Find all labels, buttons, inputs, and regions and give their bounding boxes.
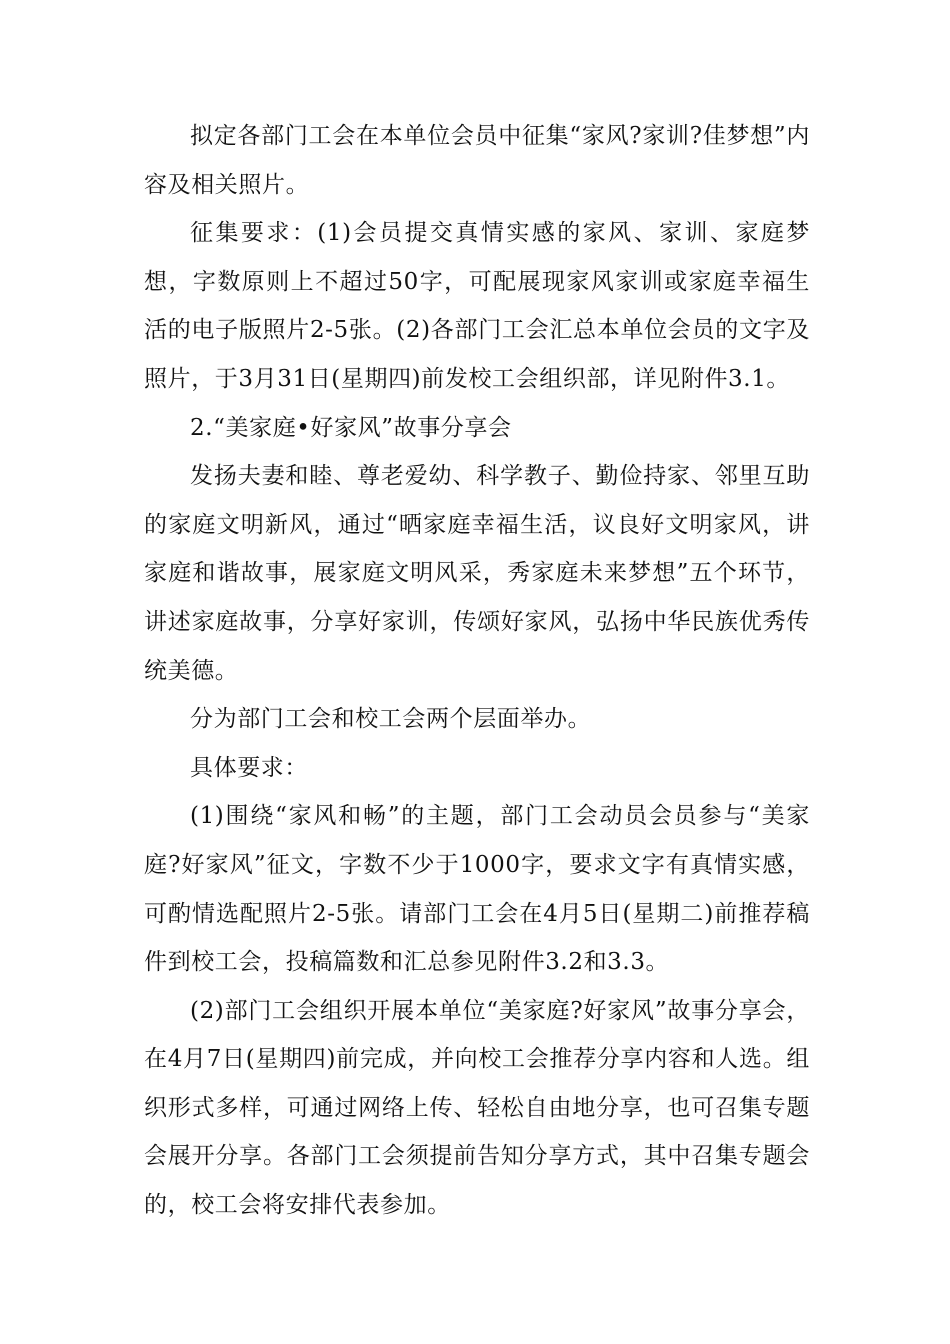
paragraph-requirement-1: (1)围绕“家风和畅”的主题，部门工会动员会员参与“美家庭?好家风”征文，字数不少于1000字，要求文字有真情实感，可酌情选配照片2-5张。请部门工会在4月5日(星期二)前推荐稿件到校工会，投稿篇数和汇总参见附件3.2和3.3。 [144, 803, 810, 976]
paragraph-collection-intro: 拟定各部门工会在本单位会员中征集“家风?家训?佳梦想”内容及相关照片。 [144, 123, 810, 198]
paragraph-requirement-2: (2)部门工会组织开展本单位“美家庭?好家风”故事分享会，在4月7日(星期四)前完成，并向校工会推荐分享内容和人选。组织形式多样，可通过网络上传、轻松自由地分享，也可召集专题会展开分享。各部门工会须提前告知分享方式，其中召集专题会的，校工会将安排代表参加。 [144, 997, 810, 1219]
paragraph-specific-requirements-label: 具体要求： [190, 754, 308, 781]
section-heading-story-sharing: 2.“美家庭•好家风”故事分享会 [190, 414, 512, 441]
document-body [144, 112, 810, 1230]
paragraph-levels: 分为部门工会和校工会两个层面举办。 [190, 706, 592, 733]
paragraph-story-sharing-description: 发扬夫妻和睦、尊老爱幼、科学教子、勤俭持家、邻里互助的家庭文明新风，通过“晒家庭幸福生活，议良好文明家风，讲家庭和谐故事，展家庭文明风采，秀家庭未来梦想”五个环节，讲述家庭故事，分享好家训，传颂好家风，弘扬中华民族优秀传统美德。 [144, 463, 810, 684]
paragraph-collection-requirements: 征集要求：(1)会员提交真情实感的家风、家训、家庭梦想，字数原则上不超过50字，可配展现家风家训或家庭幸福生活的电子版照片2-5张。(2)各部门工会汇总本单位会员的文字及照片，于3月31日(星期四)前发校工会组织部，详见附件3.1。 [144, 220, 810, 392]
